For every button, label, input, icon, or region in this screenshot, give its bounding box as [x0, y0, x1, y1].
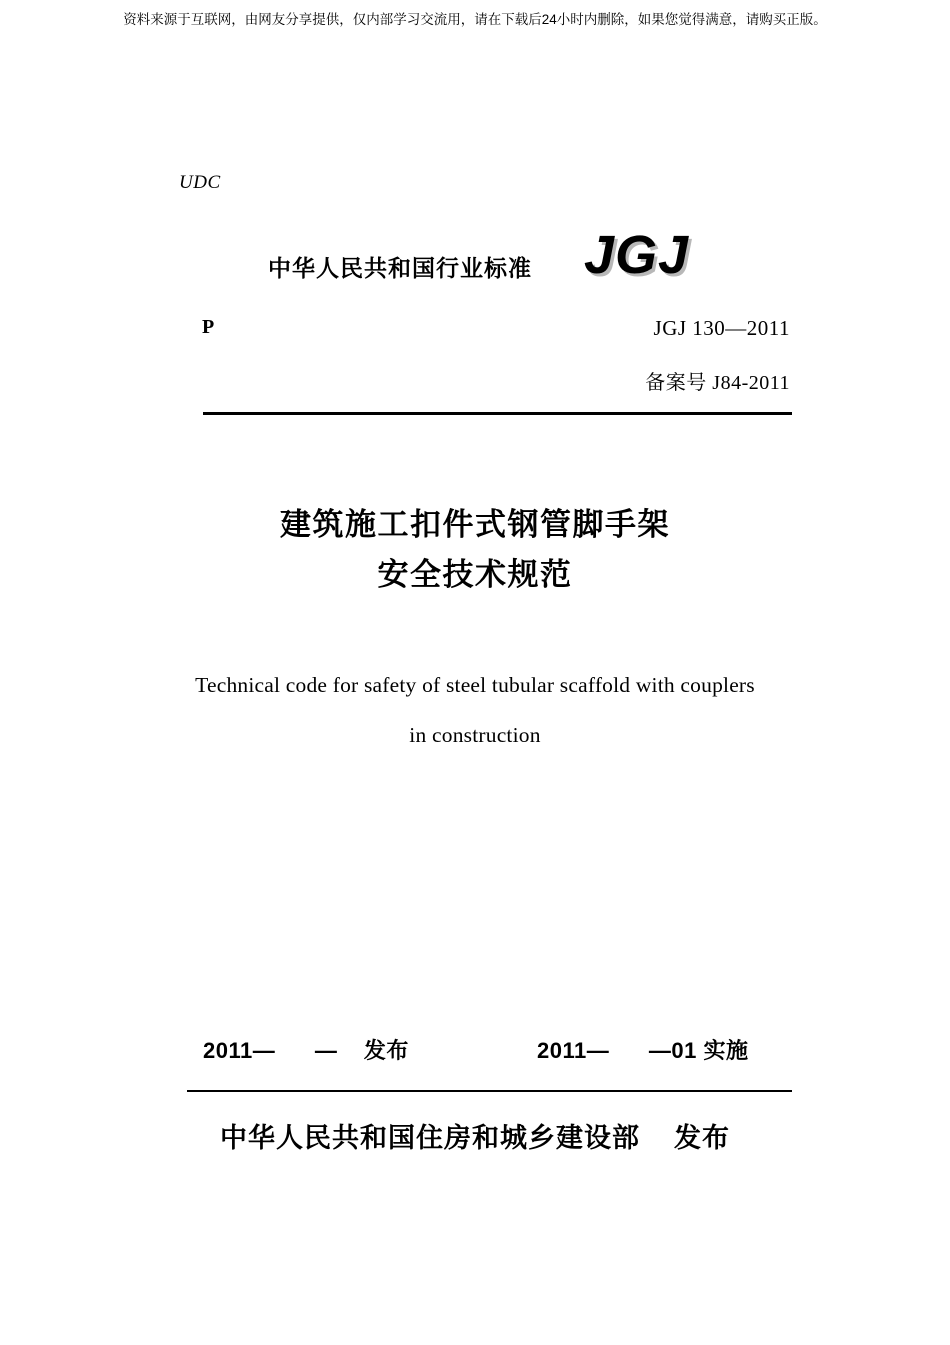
standard-authority-label: 中华人民共和国行业标准: [268, 255, 532, 281]
publish-date: 2011— — 发布: [203, 1038, 409, 1063]
title-en-line1: Technical code for safety of steel tubular scaffold with couplers: [195, 673, 755, 697]
disclaimer-banner: 资料来源于互联网，由网友分享提供，仅内部学习交流用，请在下载后24小时内删除，如果您觉得满意，请购买正版。: [123, 12, 827, 27]
jgj-logo: JGJ: [584, 225, 690, 285]
record-number: 备案号 J84-2011: [645, 372, 790, 394]
classification-mark: P: [202, 316, 215, 338]
udc-label: UDC: [179, 172, 221, 193]
page-title: [0, 500, 950, 600]
effective-date: 2011— —01 实施: [537, 1038, 749, 1063]
issuer-label: 中华人民共和国住房和城乡建设部 发布: [219, 1123, 730, 1153]
title-cn-line2: 安全技术规范: [377, 557, 573, 592]
title-en-line2: in construction: [409, 723, 541, 747]
standard-code-number: JGJ 130—2011: [653, 316, 790, 340]
divider-top: [203, 412, 792, 415]
page-subtitle: [0, 660, 950, 760]
title-cn-line1: 建筑施工扣件式钢管脚手架: [280, 507, 670, 542]
divider-bottom: [187, 1090, 792, 1092]
standard-header-row: [268, 225, 788, 298]
